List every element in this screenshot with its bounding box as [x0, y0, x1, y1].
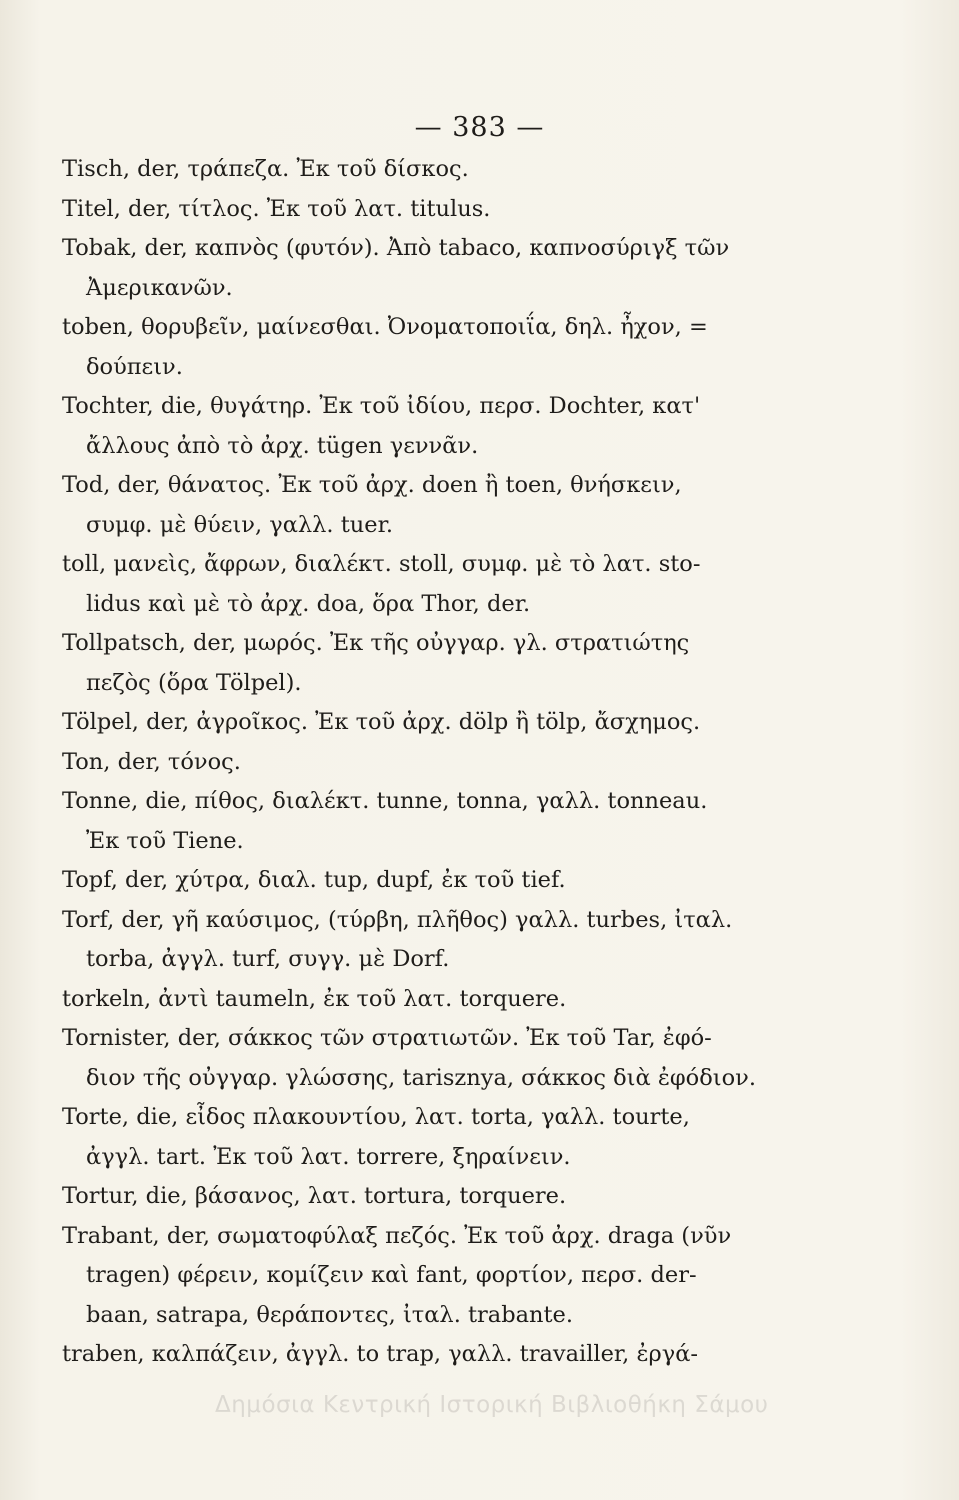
entry-continuation: tragen) φέρειν, κομίζειν καὶ fant, φορτίον, περσ. der- [86, 1262, 697, 1288]
entry-headline: Tonne, die, πίθος, διαλέκτ. tunne, tonna, γαλλ. tonneau. [62, 788, 708, 814]
entry-continuation: torba, ἀγγλ. turf, συγγ. μὲ Dorf. [86, 946, 450, 972]
entry-continuation: ἄλλους ἀπὸ τὸ ἀρχ. tügen γεννᾶν. [86, 432, 479, 459]
entry-headline: Tölpel, der, ἀγροῖκος. Ἐκ τοῦ ἀρχ. dölp ἢ tölp, ἄσχημος. [62, 709, 701, 735]
entry-headline: Tobak, der, καπνὸς (φυτόν). Ἀπὸ tabaco, καπνοσύριγξ τῶν [62, 235, 730, 261]
entry-continuation: baan, satrapa, θεράποντες, ἰταλ. trabante. [86, 1301, 574, 1328]
entry-headline: traben, καλπάζειν, ἀγγλ. to trap, γαλλ. travailler, ἐργά- [62, 1341, 699, 1367]
entry-headline: Tochter, die, θυγάτηρ. Ἐκ τοῦ ἰδίου, περσ. Dochter, κατ' [62, 393, 701, 419]
entry-continuation: ἀγγλ. tart. Ἐκ τοῦ λατ. torrere, ξηραίνειν. [86, 1143, 571, 1170]
entry-headline: Tisch, der, τράπεζα. Ἐκ τοῦ δίσκος. [62, 156, 469, 182]
dictionary-entry [62, 190, 862, 230]
dictionary-entry [62, 1177, 862, 1217]
entry-continuation: Ἀμερικανῶν. [86, 274, 233, 301]
entry-continuation: πεζὸς (ὅρα Tölpel). [86, 669, 302, 696]
entry-headline: Topf, der, χύτρα, διαλ. tup, dupf, ἐκ τοῦ tief. [62, 867, 566, 893]
dictionary-entry [62, 703, 862, 743]
dictionary-entry [62, 1335, 862, 1375]
entry-continuation: συμφ. μὲ θύειν, γαλλ. tuer. [86, 511, 394, 538]
page-number: — 383 — [414, 112, 545, 143]
dictionary-entry [62, 229, 862, 308]
dictionary-entry [62, 1217, 862, 1336]
entry-headline: Ton, der, τόνος. [62, 748, 241, 775]
dictionary-entry [62, 901, 862, 980]
dictionary-entry [62, 150, 862, 190]
dictionary-entry [62, 466, 862, 545]
entry-continuation: δούπειν. [86, 353, 183, 380]
entry-headline: toll, μανεὶς, ἄφρων, διαλέκτ. stoll, συμφ. μὲ τὸ λατ. sto- [62, 551, 701, 577]
dictionary-entry [62, 743, 862, 783]
entry-headline: Tollpatsch, der, μωρός. Ἐκ τῆς οὐγγαρ. γλ. στρατιώτης [62, 630, 690, 656]
entry-headline: Trabant, der, σωματοφύλαξ πεζός. Ἐκ τοῦ ἀρχ. draga (νῦν [62, 1222, 732, 1249]
dictionary-entry [62, 782, 862, 861]
dictionary-entries [62, 150, 862, 1375]
dictionary-entry [62, 308, 862, 387]
entry-continuation: διον τῆς οὐγγαρ. γλώσσης, tarisznya, σάκκος διὰ ἐφόδιον. [86, 1064, 756, 1091]
entry-headline: Torte, die, εἶδος πλακουντίου, λατ. torta, γαλλ. tourte, [62, 1104, 690, 1130]
entry-headline: Torf, der, γῆ καύσιμος, (τύρβη, πλῆθος) γαλλ. turbes, ἰταλ. [62, 906, 733, 933]
library-watermark: Δημόσια Κεντρική Ιστορική Βιβλιοθήκη Σάμου [215, 1392, 769, 1418]
dictionary-entry [62, 861, 862, 901]
dictionary-entry [62, 387, 862, 466]
dictionary-entry [62, 1019, 862, 1098]
entry-continuation: lidus καὶ μὲ τὸ ἀρχ. doa, ὅρα Thor, der. [86, 590, 531, 617]
entry-headline: Titel, der, τίτλος. Ἐκ τοῦ λατ. titulus. [62, 195, 491, 222]
dictionary-entry [62, 980, 862, 1020]
dictionary-entry [62, 1098, 862, 1177]
entry-headline: Tornister, der, σάκκος τῶν στρατιωτῶν. Ἐκ τοῦ Tar, ἐφό- [62, 1025, 712, 1051]
entry-headline: Tortur, die, βάσανος, λατ. tortura, torquere. [62, 1183, 567, 1209]
entry-headline: Tod, der, θάνατος. Ἐκ τοῦ ἀρχ. doen ἢ toen, θνήσκειν, [62, 472, 682, 498]
entry-headline: toben, θορυβεῖν, μαίνεσθαι. Ὀνοματοποιΐα, δηλ. ἦχον, = [62, 314, 708, 340]
entry-headline: torkeln, ἀντὶ taumeln, ἐκ τοῦ λατ. torquere. [62, 985, 567, 1012]
dictionary-entry [62, 624, 862, 703]
entry-continuation: Ἐκ τοῦ Tiene. [86, 827, 244, 854]
dictionary-entry [62, 545, 862, 624]
